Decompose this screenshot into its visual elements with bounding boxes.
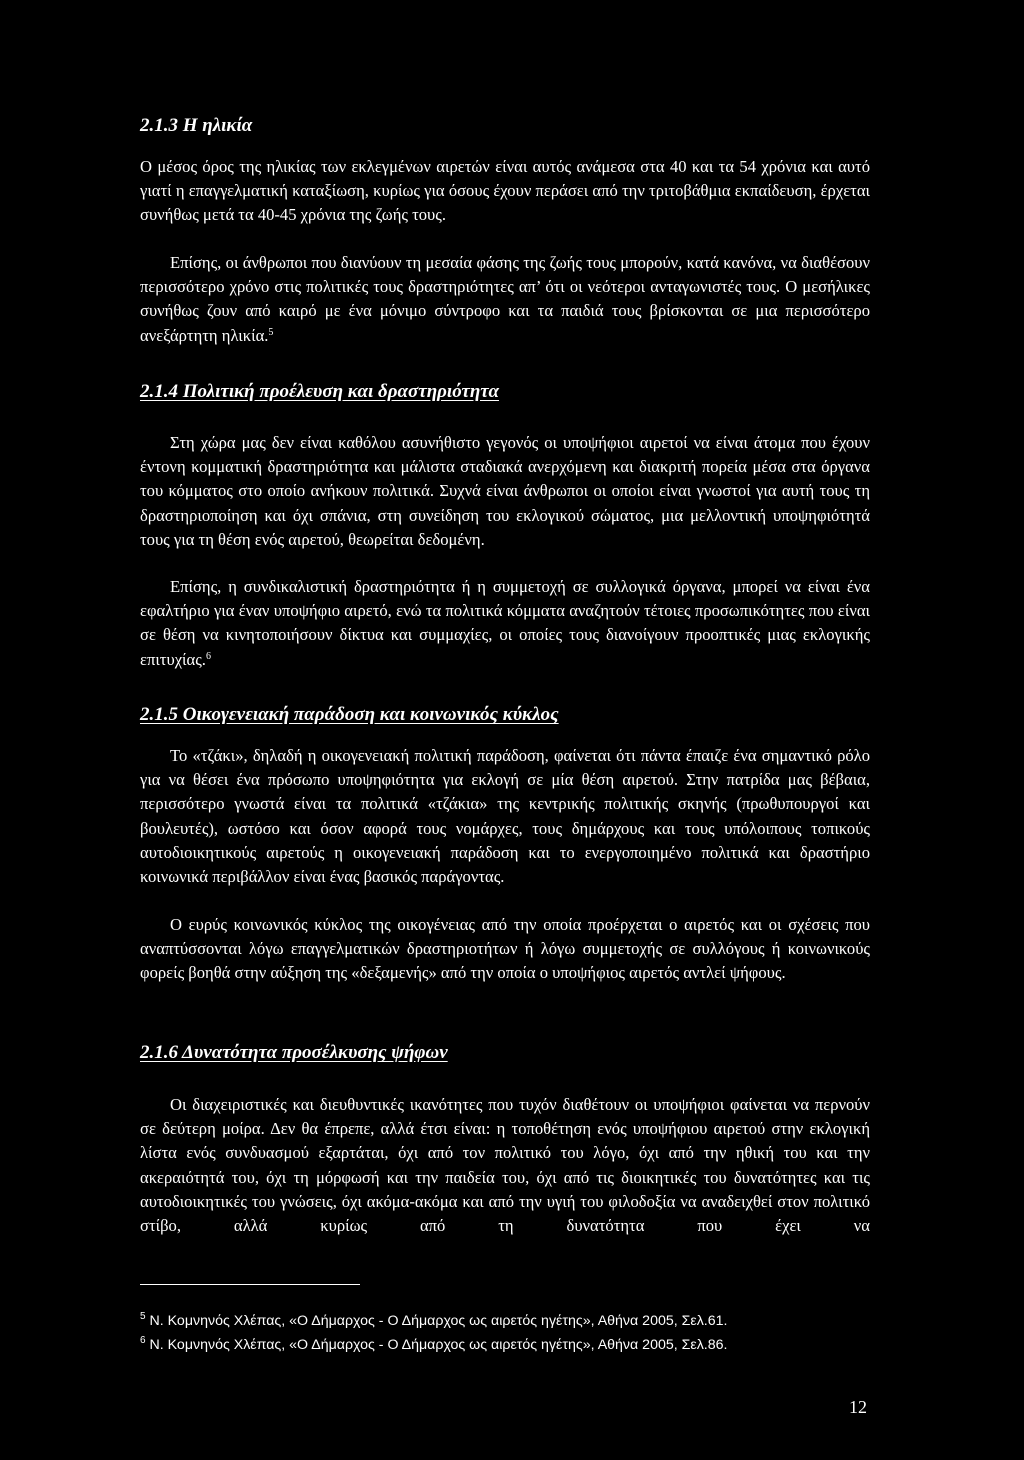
paragraph-family-2: [140, 913, 870, 986]
paragraph-age-2: [140, 251, 870, 348]
paragraph-political-1: [140, 431, 870, 552]
footnote-text: Ν. Κομνηνός Χλέπας, «Ο Δήμαρχος - Ο Δήμαρχος ως αιρετός ηγέτης», Αθήνα 2005, Σελ.86.: [149, 1337, 728, 1353]
paragraph-text: Επίσης, η συνδικαλιστική δραστηριότητα ή η συμμετοχή σε συλλογικά όργανα, μπορεί να είναι ένα εφαλτήριο για έναν υποψήφιο αιρετό, ενώ τα πολιτικά κόμματα αναζητούν τέτοιες προσωπικότητες που είναι σε θέση να κινητοποιήσουν δίκτυα και συμμαχίες, οι οποίες τους διανοίγουν προοπτικές μιας εκλογικής επιτυχίας.: [140, 577, 870, 669]
section-heading-vote-attraction: 2.1.6 Δυνατότητα προσέλκυσης ψήφων: [140, 1042, 448, 1063]
footnote-text: Ν. Κομνηνός Χλέπας, «Ο Δήμαρχος - Ο Δήμαρχος ως αιρετός ηγέτης», Αθήνα 2005, Σελ.61.: [149, 1313, 728, 1329]
footnote-5: [140, 1311, 727, 1331]
paragraph-text: Ο ευρύς κοινωνικός κύκλος της οικογένειας από την οποία προέρχεται ο αιρετός και οι σχέσεις που αναπτύσσονται λόγω επαγγελματικών δραστηριοτήτων ή λόγω συμμετοχής σε συλλόγους ή κοινωνικούς φορείς βοηθά στην αύξηση της «δεξαμενής» από την οποία ο υποψήφιος αιρετός αντλεί ψήφους.: [140, 915, 870, 983]
paragraph-votes-1: [140, 1093, 870, 1238]
paragraph-text: Στη χώρα μας δεν είναι καθόλου ασυνήθιστο γεγονός οι υποψήφιοι αιρετοί να είναι άτομα που έχουν έντονη κομματική δραστηριότητα και μάλιστα σταδιακά ανερχόμενη και διακριτή πορεία μέσα στα όργανα του κόμματος στο οποίο ανήκουν πολιτικά. Συχνά είναι άνθρωποι οι οποίοι είναι γνωστοί για αυτή τους τη δραστηριοποίηση και όχι σπάνια, στη συνείδηση του εκλογικού σώματος, μια μελλοντική υποψηφιότητά τους για τη θέση ενός αιρετού, θεωρείται δεδομένη.: [140, 433, 870, 549]
paragraph-text: Το «τζάκι», δηλαδή η οικογενειακή πολιτική παράδοση, φαίνεται ότι πάντα έπαιζε ένα σημαντικό ρόλο για να θέσει ένα πρόσωπο υποψηφιότητα για εκλογή σε μία θέση αιρετού. Στην πατρίδα μας βέβαια, περισσότερο γνωστά είναι τα πολιτικά «τζάκια» της κεντρικής πολιτικής σκηνής (πρωθυπουργοί και βουλευτές), ωστόσο και όσον αφορά τους νομάρχες, τους δημάρχους και τους υπόλοιπους τοπικούς αυτοδιοικητικούς αιρετούς η οικογενειακή παράδοση και το ενεργοποιημένο πολιτικά και δραστήριο κοινωνικά περιβάλλον είναι ένας βασικός παράγοντας.: [140, 746, 870, 887]
footnote-number: 5: [140, 1311, 146, 1322]
section-heading-political-origin: 2.1.4 Πολιτική προέλευση και δραστηριότητα: [140, 381, 499, 402]
page-number: 12: [849, 1397, 867, 1417]
paragraph-age-1: [140, 155, 870, 228]
paragraph-text: Οι διαχειριστικές και διευθυντικές ικανότητες που τυχόν διαθέτουν οι υποψήφιοι φαίνεται να περνούν σε δεύτερη μοίρα. Δεν θα έπρεπε, αλλά έτσι είναι: η τοποθέτηση ενός υποψήφιου αιρετού στην εκλογική λίστα ενός συνδυασμού εξαρτάται, όχι από τον πολιτικό του λόγο, όχι από την ηθική του και την ακεραιότητά του, όχι τη μόρφωσή και την παιδεία του, όχι από τις διοικητικές του δυνατότητες και τις αυτοδιοικητικές του γνώσεις, όχι ακόμα-ακόμα και από την υγιή του φιλοδοξία να αναδειχθεί στον πολιτικό στίβο, αλλά κυρίως από τη δυνατότητα που έχει να: [140, 1095, 870, 1236]
section-heading-family-tradition: 2.1.5 Οικογενειακή παράδοση και κοινωνικός κύκλος: [140, 704, 559, 725]
footnote-separator: [140, 1284, 360, 1285]
footnote-6: [140, 1335, 727, 1355]
paragraph-family-1: [140, 744, 870, 889]
footnote-ref: 6: [205, 650, 211, 662]
paragraph-text: Ο μέσος όρος της ηλικίας των εκλεγμένων αιρετών είναι αυτός ανάμεσα στα 40 και τα 54 χρόνια και αυτό γιατί η επαγγελματική καταξίωση, κυρίως για όσους έχουν περάσει από την τριτοβάθμια εκπαίδευση, έρχεται συνήθως μετά τα 40-45 χρόνια της ζωής τους.: [140, 157, 870, 225]
footnote-number: 6: [140, 1335, 146, 1346]
paragraph-text: Επίσης, οι άνθρωποι που διανύουν τη μεσαία φάσης της ζωής τους μπορούν, κατά κανόνα, να διαθέσουν περισσότερο χρόνο στις πολιτικές τους δραστηριότητες απ’ ότι οι νεότεροι ανταγωνιστές τους. Ο μεσήλικες συνήθως ζουν από καιρό με ένα μόνιμο σύντροφο και τα παιδιά τους βρίσκονται σε μια περισσότερο ανεξάρτητη ηλικία.: [140, 253, 870, 345]
section-heading-age: 2.1.3 Η ηλικία: [140, 115, 253, 136]
footnote-ref: 5: [268, 326, 274, 338]
paragraph-political-2: [140, 575, 870, 672]
